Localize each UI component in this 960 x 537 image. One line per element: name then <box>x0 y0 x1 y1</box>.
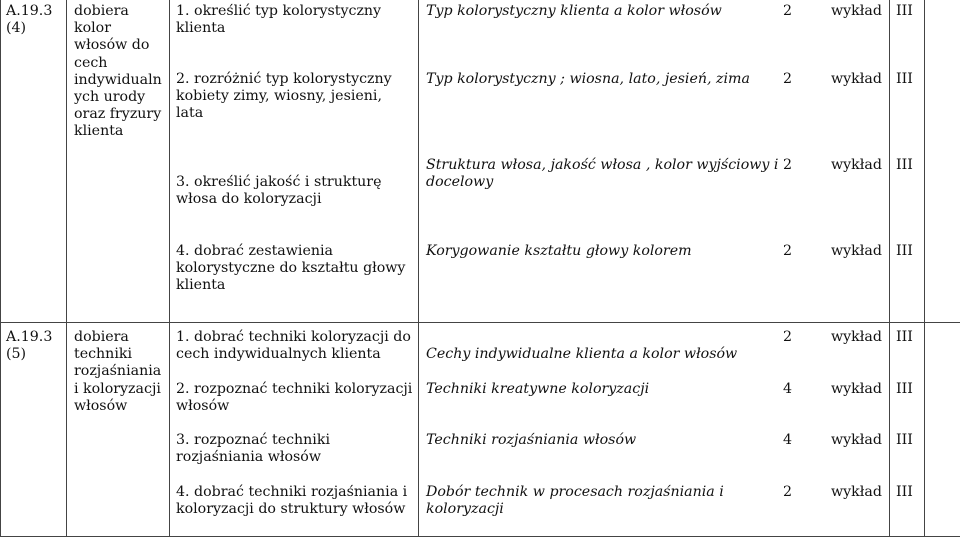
topic-cell: Cechy indywidualne klienta a kolor włosów <box>426 346 738 362</box>
topic-cell: Typ kolorystyczny ; wiosna, lato, jesień, zima <box>426 71 750 87</box>
criterion-cell: 4. dobrać zestawienia kolorystyczne do kształtu głowy klienta <box>176 243 406 294</box>
form-cell: wykład <box>831 243 882 259</box>
criterion-cell: 1. określić typ kolorystyczny klienta <box>176 3 382 37</box>
column-divider <box>889 0 890 537</box>
topic-cell: Techniki rozjaśniania włosów <box>426 432 637 448</box>
hours-cell: 2 <box>783 71 793 87</box>
topic-cell: Struktura włosa, jakość włosa , kolor wyjściowy i docelowy <box>426 157 779 191</box>
criterion-cell: 3. rozpoznać techniki rozjaśniania włosów <box>176 432 330 466</box>
column-divider <box>66 0 67 537</box>
hours-cell: 4 <box>783 381 793 397</box>
level-cell: III <box>896 484 913 500</box>
hours-cell: 2 <box>783 484 793 500</box>
section-code: A.19.3 (4) <box>6 3 53 37</box>
criterion-cell: 3. określić jakość i strukturę włosa do koloryzacji <box>176 174 382 208</box>
level-cell: III <box>896 157 913 173</box>
hours-cell: 2 <box>783 243 793 259</box>
learning-outcome: dobiera kolor włosów do cech indywidualn ych urody oraz fryzury klienta <box>74 3 162 140</box>
level-cell: III <box>896 243 913 259</box>
criterion-cell: 4. dobrać techniki rozjaśniania i koloryzacji do struktury włosów <box>176 484 408 518</box>
hours-cell: 4 <box>783 432 793 448</box>
column-divider <box>169 0 170 537</box>
topic-cell: Dobór technik w procesach rozjaśniania i koloryzacji <box>426 484 724 518</box>
column-divider <box>418 0 419 537</box>
hours-cell: 2 <box>783 3 793 19</box>
form-cell: wykład <box>831 71 882 87</box>
row-divider <box>0 322 960 323</box>
section-code: A.19.3 (5) <box>6 329 53 363</box>
level-cell: III <box>896 432 913 448</box>
hours-cell: 2 <box>783 329 793 345</box>
hours-cell: 2 <box>783 157 793 173</box>
form-cell: wykład <box>831 432 882 448</box>
learning-outcome: dobiera techniki rozjaśniania i koloryzacji włosów <box>74 329 162 414</box>
form-cell: wykład <box>831 484 882 500</box>
level-cell: III <box>896 381 913 397</box>
topic-cell: Techniki kreatywne koloryzacji <box>426 381 650 397</box>
criterion-cell: 1. dobrać techniki koloryzacji do cech indywidualnych klienta <box>176 329 411 363</box>
column-divider <box>0 0 1 537</box>
form-cell: wykład <box>831 157 882 173</box>
level-cell: III <box>896 329 913 345</box>
form-cell: wykład <box>831 3 882 19</box>
topic-cell: Korygowanie kształtu głowy kolorem <box>426 243 692 259</box>
level-cell: III <box>896 3 913 19</box>
criterion-cell: 2. rozpoznać techniki koloryzacji włosów <box>176 381 413 415</box>
topic-cell: Typ kolorystyczny klienta a kolor włosów <box>426 3 722 19</box>
level-cell: III <box>896 71 913 87</box>
form-cell: wykład <box>831 381 882 397</box>
criterion-cell: 2. rozróżnić typ kolorystyczny kobiety zimy, wiosny, jesieni, lata <box>176 71 392 122</box>
column-divider <box>924 0 925 537</box>
form-cell: wykład <box>831 329 882 345</box>
